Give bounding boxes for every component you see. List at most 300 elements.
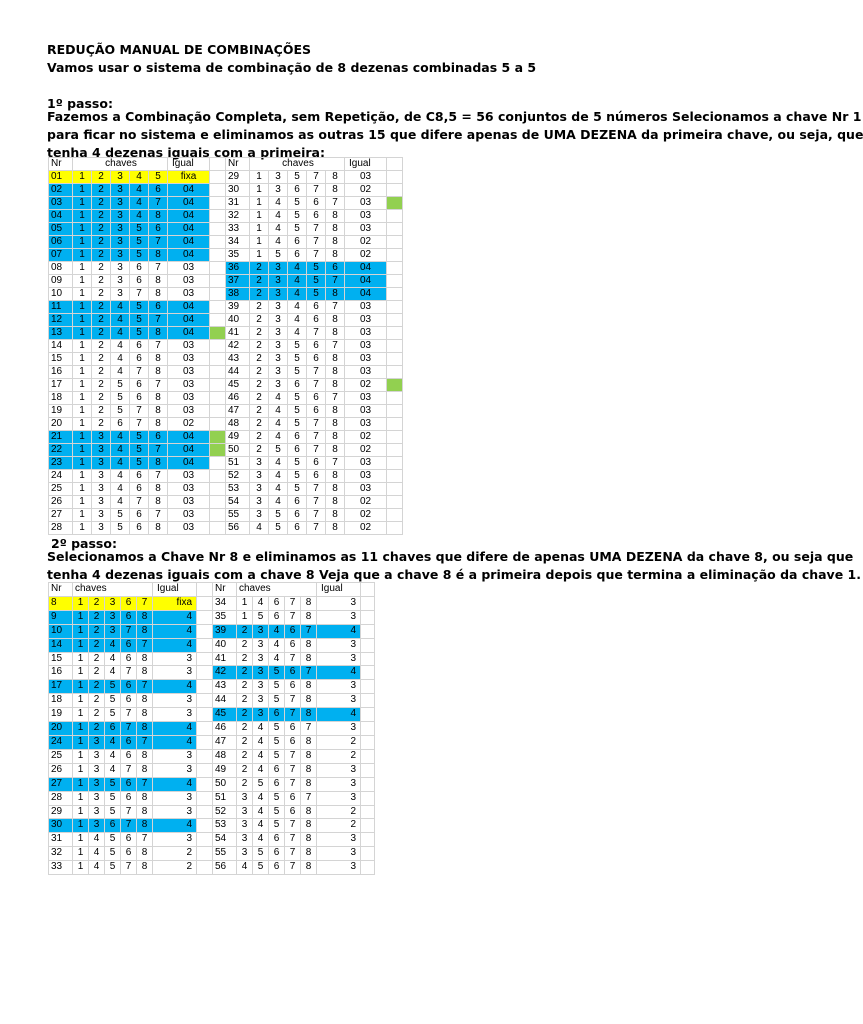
igual-cell: 04 xyxy=(168,314,210,327)
dezena-cell: 7 xyxy=(149,314,168,327)
dezena-cell: 7 xyxy=(326,457,345,470)
igual-cell: 2 xyxy=(317,735,361,749)
dezena-cell: 1 xyxy=(73,327,92,340)
igual-cell: 4 xyxy=(153,638,197,652)
igual-cell: 04 xyxy=(345,262,387,275)
row-number: 40 xyxy=(226,314,250,327)
step1-line: Fazemos a Combinação Completa, sem Repetição, de C8,5 = 56 conjuntos de 5 números Selecionamos a chave Nr 1 xyxy=(47,109,862,124)
dezena-cell: 8 xyxy=(326,314,345,327)
dezena-cell: 6 xyxy=(307,314,326,327)
step2-line: Selecionamos a Chave Nr 8 e eliminamos as 11 chaves que difere de apenas UMA DEZENA da chave 8, ou seja que xyxy=(47,549,854,564)
dezena-cell: 2 xyxy=(237,708,253,722)
dezena-cell: 5 xyxy=(105,861,121,875)
header-nr: Nr xyxy=(49,158,73,171)
dezena-cell: 3 xyxy=(111,288,130,301)
spacer-cell xyxy=(210,483,226,496)
igual-cell: 3 xyxy=(153,833,197,847)
dezena-cell: 5 xyxy=(288,418,307,431)
dezena-cell: 8 xyxy=(326,249,345,262)
row-number: 18 xyxy=(49,694,73,708)
dezena-cell: 3 xyxy=(237,791,253,805)
dezena-cell: 3 xyxy=(253,638,269,652)
table-row xyxy=(49,791,375,805)
dezena-cell: 3 xyxy=(253,666,269,680)
row-number: 24 xyxy=(49,470,73,483)
table-header-row xyxy=(49,583,375,597)
dezena-cell: 3 xyxy=(269,353,288,366)
row-number: 43 xyxy=(226,353,250,366)
dezena-cell: 1 xyxy=(73,624,89,638)
dezena-cell: 2 xyxy=(89,694,105,708)
dezena-cell: 6 xyxy=(288,249,307,262)
dezena-cell: 5 xyxy=(105,833,121,847)
dezena-cell: 2 xyxy=(250,418,269,431)
dezena-cell: 7 xyxy=(307,184,326,197)
row-number: 20 xyxy=(49,722,73,736)
spacer-cell xyxy=(197,735,213,749)
igual-cell: 3 xyxy=(317,791,361,805)
dezena-cell: 3 xyxy=(269,314,288,327)
dezena-cell: 2 xyxy=(92,223,111,236)
dezena-cell: 3 xyxy=(105,596,121,610)
table-row xyxy=(49,749,375,763)
dezena-cell: 5 xyxy=(149,171,168,184)
dezena-cell: 7 xyxy=(307,249,326,262)
dezena-cell: 2 xyxy=(89,708,105,722)
igual-cell: 3 xyxy=(317,861,361,875)
dezena-cell: 4 xyxy=(288,288,307,301)
row-number: 25 xyxy=(49,749,73,763)
dezena-cell: 6 xyxy=(288,236,307,249)
table-row xyxy=(49,509,403,522)
table-row xyxy=(49,340,403,353)
spacer-cell xyxy=(387,431,403,444)
dezena-cell: 6 xyxy=(121,833,137,847)
dezena-cell: 8 xyxy=(301,777,317,791)
dezena-cell: 4 xyxy=(105,638,121,652)
dezena-cell: 4 xyxy=(269,431,288,444)
dezena-cell: 6 xyxy=(149,301,168,314)
dezena-cell: 8 xyxy=(137,722,153,736)
dezena-cell: 2 xyxy=(250,262,269,275)
table-row xyxy=(49,392,403,405)
dezena-cell: 7 xyxy=(307,496,326,509)
igual-cell: 4 xyxy=(153,735,197,749)
dezena-cell: 8 xyxy=(137,805,153,819)
dezena-cell: 3 xyxy=(269,366,288,379)
spacer-cell xyxy=(361,666,375,680)
dezena-cell: 1 xyxy=(250,236,269,249)
table-row xyxy=(49,638,375,652)
dezena-cell: 6 xyxy=(149,223,168,236)
table-row xyxy=(49,777,375,791)
dezena-cell: 6 xyxy=(269,777,285,791)
row-number: 16 xyxy=(49,366,73,379)
dezena-cell: 7 xyxy=(130,418,149,431)
row-number: 44 xyxy=(213,694,237,708)
table-row xyxy=(49,171,403,184)
dezena-cell: 5 xyxy=(111,392,130,405)
dezena-cell: 8 xyxy=(137,694,153,708)
igual-cell: 3 xyxy=(317,694,361,708)
dezena-cell: 1 xyxy=(73,777,89,791)
table-row xyxy=(49,624,375,638)
dezena-cell: 8 xyxy=(326,496,345,509)
spacer-cell xyxy=(197,833,213,847)
row-number: 40 xyxy=(213,638,237,652)
spacer-cell xyxy=(387,522,403,535)
spacer-cell xyxy=(361,735,375,749)
igual-cell: 3 xyxy=(153,694,197,708)
step2-line: tenha 4 dezenas iguais com a chave 8 Veja que a chave 8 é a primeira depois que termina a eliminação da chave 1. xyxy=(47,567,861,582)
spacer-cell xyxy=(197,624,213,638)
row-number: 14 xyxy=(49,340,73,353)
dezena-cell: 4 xyxy=(269,418,288,431)
dezena-cell: 2 xyxy=(92,288,111,301)
igual-cell: 4 xyxy=(153,777,197,791)
dezena-cell: 6 xyxy=(269,610,285,624)
dezena-cell: 4 xyxy=(269,652,285,666)
row-number: 54 xyxy=(226,496,250,509)
igual-cell: 3 xyxy=(317,652,361,666)
igual-cell: 2 xyxy=(153,861,197,875)
igual-cell: 03 xyxy=(345,197,387,210)
row-number: 53 xyxy=(213,819,237,833)
spacer-cell xyxy=(387,288,403,301)
dezena-cell: 1 xyxy=(73,340,92,353)
dezena-cell: 8 xyxy=(301,708,317,722)
spacer-cell xyxy=(210,314,226,327)
dezena-cell: 7 xyxy=(149,340,168,353)
dezena-cell: 4 xyxy=(253,596,269,610)
table-row xyxy=(49,861,375,875)
dezena-cell: 5 xyxy=(130,314,149,327)
dezena-cell: 2 xyxy=(92,418,111,431)
spacer-cell xyxy=(210,210,226,223)
step1-paragraph xyxy=(47,108,863,162)
table-row xyxy=(49,301,403,314)
dezena-cell: 3 xyxy=(105,624,121,638)
row-number: 52 xyxy=(226,470,250,483)
spacer-cell xyxy=(387,418,403,431)
spacer-cell xyxy=(210,509,226,522)
row-number: 27 xyxy=(49,777,73,791)
spacer-cell xyxy=(387,262,403,275)
table-row xyxy=(49,833,375,847)
igual-cell: 03 xyxy=(168,366,210,379)
dezena-cell: 1 xyxy=(250,171,269,184)
dezena-cell: 5 xyxy=(105,847,121,861)
dezena-cell: 3 xyxy=(253,708,269,722)
dezena-cell: 5 xyxy=(111,405,130,418)
spacer-cell xyxy=(387,470,403,483)
dezena-cell: 2 xyxy=(250,314,269,327)
row-number: 26 xyxy=(49,763,73,777)
table-row xyxy=(49,275,403,288)
header-igual: Igual xyxy=(345,158,387,171)
row-number: 21 xyxy=(49,431,73,444)
igual-cell: 3 xyxy=(317,777,361,791)
dezena-cell: 2 xyxy=(92,301,111,314)
igual-cell: 02 xyxy=(345,444,387,457)
dezena-cell: 3 xyxy=(92,444,111,457)
dezena-cell: 8 xyxy=(149,418,168,431)
spacer-cell xyxy=(387,340,403,353)
dezena-cell: 6 xyxy=(307,301,326,314)
dezena-cell: 2 xyxy=(237,722,253,736)
dezena-cell: 5 xyxy=(269,509,288,522)
spacer-cell xyxy=(387,236,403,249)
igual-cell: 2 xyxy=(153,847,197,861)
dezena-cell: 5 xyxy=(105,791,121,805)
igual-cell: 03 xyxy=(345,405,387,418)
dezena-cell: 4 xyxy=(269,405,288,418)
spacer-cell xyxy=(210,236,226,249)
row-number: 05 xyxy=(49,223,73,236)
dezena-cell: 7 xyxy=(121,666,137,680)
dezena-cell: 2 xyxy=(89,624,105,638)
dezena-cell: 5 xyxy=(269,694,285,708)
row-number: 13 xyxy=(49,327,73,340)
dezena-cell: 7 xyxy=(301,722,317,736)
dezena-cell: 1 xyxy=(73,496,92,509)
row-number: 02 xyxy=(49,184,73,197)
dezena-cell: 8 xyxy=(137,749,153,763)
igual-cell: 3 xyxy=(153,763,197,777)
dezena-cell: 1 xyxy=(73,861,89,875)
dezena-cell: 5 xyxy=(269,249,288,262)
dezena-cell: 5 xyxy=(111,379,130,392)
row-number: 48 xyxy=(213,749,237,763)
dezena-cell: 6 xyxy=(307,353,326,366)
dezena-cell: 5 xyxy=(269,805,285,819)
dezena-cell: 6 xyxy=(269,847,285,861)
spacer-cell xyxy=(361,596,375,610)
igual-cell: 03 xyxy=(345,392,387,405)
dezena-cell: 6 xyxy=(130,470,149,483)
dezena-cell: 6 xyxy=(121,610,137,624)
dezena-cell: 8 xyxy=(326,288,345,301)
igual-cell: 03 xyxy=(168,288,210,301)
dezena-cell: 8 xyxy=(137,610,153,624)
dezena-cell: 4 xyxy=(105,666,121,680)
dezena-cell: 2 xyxy=(92,392,111,405)
row-number: 34 xyxy=(213,596,237,610)
dezena-cell: 2 xyxy=(250,431,269,444)
dezena-cell: 4 xyxy=(89,847,105,861)
spacer-cell xyxy=(361,763,375,777)
dezena-cell: 7 xyxy=(285,833,301,847)
igual-cell: 03 xyxy=(168,470,210,483)
dezena-cell: 3 xyxy=(92,457,111,470)
spacer-cell xyxy=(197,708,213,722)
dezena-cell: 8 xyxy=(326,171,345,184)
igual-cell: 04 xyxy=(168,210,210,223)
dezena-cell: 3 xyxy=(92,470,111,483)
dezena-cell: 7 xyxy=(301,791,317,805)
dezena-cell: 3 xyxy=(269,171,288,184)
dezena-cell: 3 xyxy=(250,470,269,483)
dezena-cell: 3 xyxy=(250,483,269,496)
igual-cell: 2 xyxy=(317,819,361,833)
dezena-cell: 3 xyxy=(89,749,105,763)
dezena-cell: 3 xyxy=(269,184,288,197)
spacer-cell xyxy=(197,791,213,805)
dezena-cell: 7 xyxy=(137,596,153,610)
dezena-cell: 8 xyxy=(301,847,317,861)
dezena-cell: 7 xyxy=(307,366,326,379)
dezena-cell: 7 xyxy=(137,638,153,652)
dezena-cell: 4 xyxy=(288,262,307,275)
row-number: 15 xyxy=(49,652,73,666)
dezena-cell: 6 xyxy=(288,444,307,457)
dezena-cell: 6 xyxy=(130,340,149,353)
dezena-cell: 3 xyxy=(269,379,288,392)
dezena-cell: 6 xyxy=(307,340,326,353)
igual-cell: 02 xyxy=(345,379,387,392)
dezena-cell: 2 xyxy=(250,405,269,418)
dezena-cell: 3 xyxy=(111,171,130,184)
spacer-cell xyxy=(361,638,375,652)
dezena-cell: 7 xyxy=(285,777,301,791)
dezena-cell: 1 xyxy=(250,210,269,223)
igual-cell: 04 xyxy=(168,327,210,340)
spacer-cell xyxy=(197,722,213,736)
dezena-cell: 4 xyxy=(269,392,288,405)
row-number: 29 xyxy=(49,805,73,819)
igual-cell: 3 xyxy=(153,791,197,805)
row-number: 43 xyxy=(213,680,237,694)
table-row xyxy=(49,262,403,275)
table-row xyxy=(49,197,403,210)
spacer-cell xyxy=(210,353,226,366)
row-number: 09 xyxy=(49,275,73,288)
dezena-cell: 1 xyxy=(73,223,92,236)
row-number: 9 xyxy=(49,610,73,624)
igual-cell: 4 xyxy=(153,610,197,624)
dezena-cell: 8 xyxy=(326,236,345,249)
dezena-cell: 3 xyxy=(250,457,269,470)
igual-cell: 03 xyxy=(345,457,387,470)
spacer-cell xyxy=(387,249,403,262)
dezena-cell: 2 xyxy=(250,392,269,405)
igual-cell: 02 xyxy=(345,509,387,522)
dezena-cell: 5 xyxy=(288,470,307,483)
dezena-cell: 4 xyxy=(269,236,288,249)
dezena-cell: 4 xyxy=(105,763,121,777)
dezena-cell: 2 xyxy=(237,777,253,791)
igual-cell: 04 xyxy=(168,457,210,470)
spacer-cell xyxy=(361,722,375,736)
dezena-cell: 5 xyxy=(130,249,149,262)
dezena-cell: 6 xyxy=(288,379,307,392)
spacer-cell xyxy=(387,483,403,496)
dezena-cell: 8 xyxy=(301,833,317,847)
dezena-cell: 7 xyxy=(326,197,345,210)
dezena-cell: 2 xyxy=(237,624,253,638)
dezena-cell: 2 xyxy=(237,735,253,749)
row-number: 11 xyxy=(49,301,73,314)
dezena-cell: 2 xyxy=(250,301,269,314)
dezena-cell: 2 xyxy=(250,353,269,366)
dezena-cell: 6 xyxy=(285,735,301,749)
dezena-cell: 1 xyxy=(73,833,89,847)
dezena-cell: 3 xyxy=(237,819,253,833)
table-row xyxy=(49,483,403,496)
igual-cell: 03 xyxy=(345,340,387,353)
table-header-row xyxy=(49,158,403,171)
row-number: 52 xyxy=(213,805,237,819)
dezena-cell: 4 xyxy=(269,496,288,509)
dezena-cell: 8 xyxy=(149,327,168,340)
table-row xyxy=(49,249,403,262)
dezena-cell: 5 xyxy=(269,444,288,457)
dezena-cell: 4 xyxy=(111,496,130,509)
spacer-cell xyxy=(361,680,375,694)
dezena-cell: 1 xyxy=(73,249,92,262)
igual-cell: 04 xyxy=(168,236,210,249)
dezena-cell: 4 xyxy=(250,522,269,535)
dezena-cell: 5 xyxy=(130,301,149,314)
dezena-cell: 8 xyxy=(326,483,345,496)
row-number: 46 xyxy=(213,722,237,736)
dezena-cell: 5 xyxy=(105,694,121,708)
dezena-cell: 6 xyxy=(269,861,285,875)
spacer-cell xyxy=(210,288,226,301)
table-row xyxy=(49,763,375,777)
dezena-cell: 6 xyxy=(288,496,307,509)
table-row xyxy=(49,236,403,249)
dezena-cell: 4 xyxy=(253,735,269,749)
dezena-cell: 4 xyxy=(105,749,121,763)
dezena-cell: 7 xyxy=(285,708,301,722)
spacer-cell xyxy=(197,638,213,652)
dezena-cell: 2 xyxy=(237,749,253,763)
dezena-cell: 5 xyxy=(105,777,121,791)
dezena-cell: 1 xyxy=(73,819,89,833)
dezena-cell: 1 xyxy=(73,457,92,470)
dezena-cell: 8 xyxy=(326,431,345,444)
spacer-cell xyxy=(387,405,403,418)
dezena-cell: 8 xyxy=(149,366,168,379)
spacer-cell xyxy=(387,457,403,470)
dezena-cell: 6 xyxy=(307,210,326,223)
row-number: 28 xyxy=(49,522,73,535)
table-row xyxy=(49,522,403,535)
dezena-cell: 5 xyxy=(307,288,326,301)
dezena-cell: 3 xyxy=(269,340,288,353)
table-row xyxy=(49,457,403,470)
row-number: 18 xyxy=(49,392,73,405)
row-number: 26 xyxy=(49,496,73,509)
dezena-cell: 2 xyxy=(92,184,111,197)
dezena-cell: 6 xyxy=(121,680,137,694)
dezena-cell: 6 xyxy=(130,379,149,392)
header-nr: Nr xyxy=(226,158,250,171)
dezena-cell: 1 xyxy=(250,197,269,210)
dezena-cell: 4 xyxy=(269,470,288,483)
spacer-cell xyxy=(197,610,213,624)
dezena-cell: 6 xyxy=(269,833,285,847)
dezena-cell: 3 xyxy=(269,301,288,314)
dezena-cell: 4 xyxy=(130,171,149,184)
row-number: 30 xyxy=(49,819,73,833)
row-number: 31 xyxy=(49,833,73,847)
table-row xyxy=(49,735,375,749)
dezena-cell: 6 xyxy=(307,470,326,483)
igual-cell: 2 xyxy=(317,805,361,819)
dezena-cell: 5 xyxy=(288,392,307,405)
